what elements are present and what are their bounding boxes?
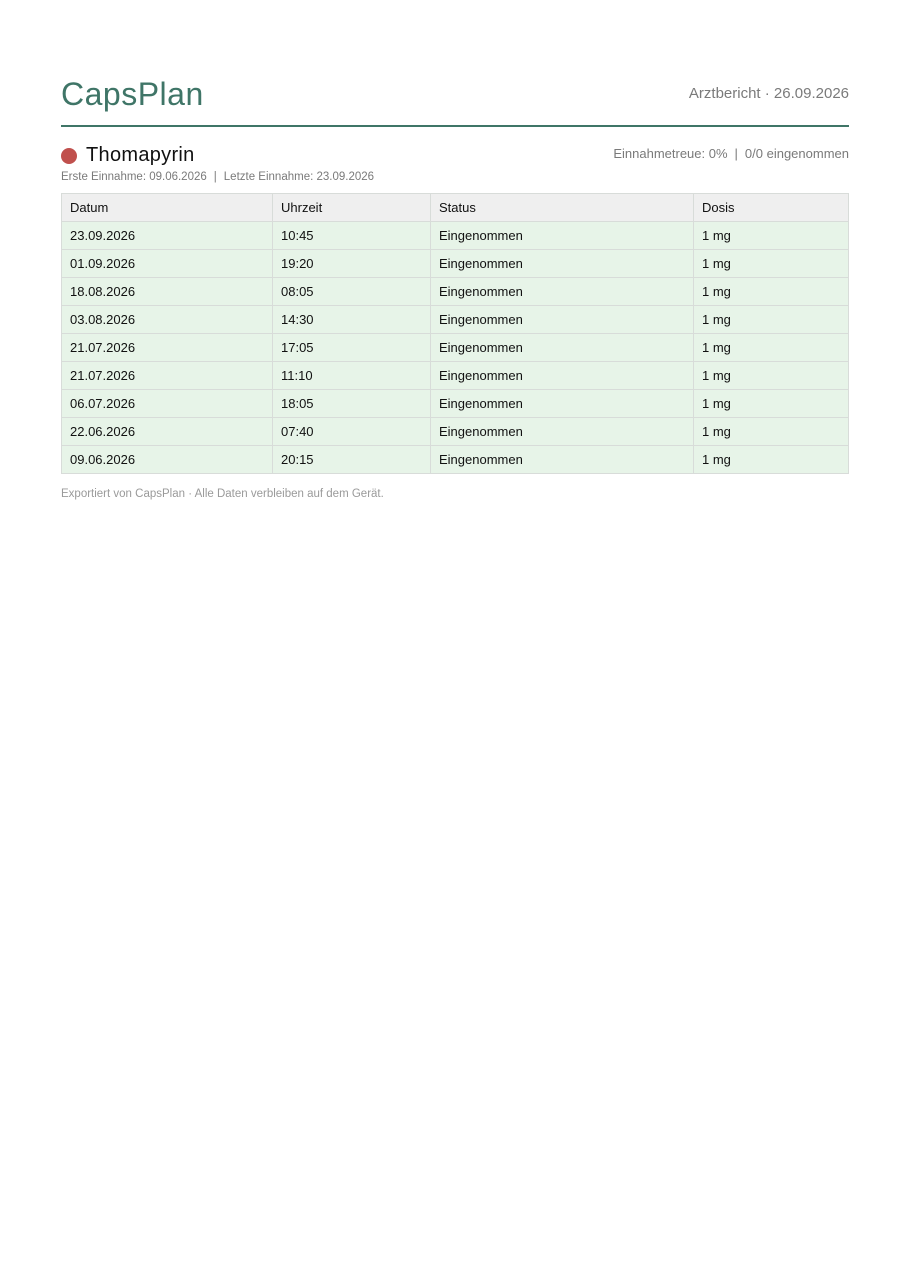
table-body: [62, 222, 849, 474]
adherence-label: Einnahmetreue: 0%: [613, 146, 728, 161]
column-header-date: Datum: [62, 194, 273, 222]
table-row: [62, 390, 849, 418]
cell-time: 14:30: [273, 306, 431, 334]
table-row: [62, 446, 849, 474]
medication-color-dot-icon: [61, 148, 77, 164]
cell-time: 17:05: [273, 334, 431, 362]
first-intake: Erste Einnahme: 09.06.2026: [61, 171, 207, 183]
cell-status: Eingenommen: [431, 334, 694, 362]
report-header: [61, 0, 849, 127]
cell-time: 07:40: [273, 418, 431, 446]
adherence-summary: [613, 146, 849, 162]
column-header-time: Uhrzeit: [273, 194, 431, 222]
table-header-row: [62, 194, 849, 222]
cell-dose: 1 mg: [694, 418, 849, 446]
app-title: CapsPlan: [61, 76, 204, 112]
cell-time: 10:45: [273, 222, 431, 250]
cell-status: Eingenommen: [431, 222, 694, 250]
column-header-status: Status: [431, 194, 694, 222]
cell-time: 08:05: [273, 278, 431, 306]
column-header-dose: Dosis: [694, 194, 849, 222]
intake-separator: |: [213, 171, 217, 183]
table-row: [62, 334, 849, 362]
cell-time: 20:15: [273, 446, 431, 474]
table-row: [62, 418, 849, 446]
cell-time: 19:20: [273, 250, 431, 278]
table-row: [62, 306, 849, 334]
table-row: [62, 222, 849, 250]
cell-time: 11:10: [273, 362, 431, 390]
cell-date: 03.08.2026: [62, 306, 273, 334]
cell-dose: 1 mg: [694, 222, 849, 250]
adherence-separator: |: [734, 146, 738, 161]
cell-status: Eingenommen: [431, 418, 694, 446]
cell-date: 09.06.2026: [62, 446, 273, 474]
table-row: [62, 250, 849, 278]
cell-dose: 1 mg: [694, 334, 849, 362]
cell-status: Eingenommen: [431, 362, 694, 390]
cell-status: Eingenommen: [431, 306, 694, 334]
table-row: [62, 362, 849, 390]
intake-log-table: [61, 193, 849, 474]
cell-status: Eingenommen: [431, 390, 694, 418]
cell-date: 21.07.2026: [62, 334, 273, 362]
cell-dose: 1 mg: [694, 362, 849, 390]
report-meta: Arztbericht · 26.09.2026: [688, 85, 849, 102]
cell-dose: 1 mg: [694, 446, 849, 474]
export-footer: Exportiert von CapsPlan · Alle Daten verbleiben auf dem Gerät.: [61, 488, 384, 500]
intake-range: [61, 170, 374, 184]
table-row: [62, 278, 849, 306]
taken-count: 0/0 eingenommen: [744, 146, 849, 161]
cell-date: 01.09.2026: [62, 250, 273, 278]
cell-date: 18.08.2026: [62, 278, 273, 306]
cell-dose: 1 mg: [694, 306, 849, 334]
report-page: [61, 0, 849, 500]
cell-date: 23.09.2026: [62, 222, 273, 250]
medication-name: Thomapyrin: [86, 144, 195, 166]
cell-dose: 1 mg: [694, 250, 849, 278]
cell-date: 22.06.2026: [62, 418, 273, 446]
cell-date: 06.07.2026: [62, 390, 273, 418]
cell-status: Eingenommen: [431, 446, 694, 474]
cell-time: 18:05: [273, 390, 431, 418]
cell-dose: 1 mg: [694, 278, 849, 306]
last-intake: Letzte Einnahme: 23.09.2026: [223, 171, 375, 183]
cell-dose: 1 mg: [694, 390, 849, 418]
cell-status: Eingenommen: [431, 250, 694, 278]
cell-date: 21.07.2026: [62, 362, 273, 390]
cell-status: Eingenommen: [431, 278, 694, 306]
